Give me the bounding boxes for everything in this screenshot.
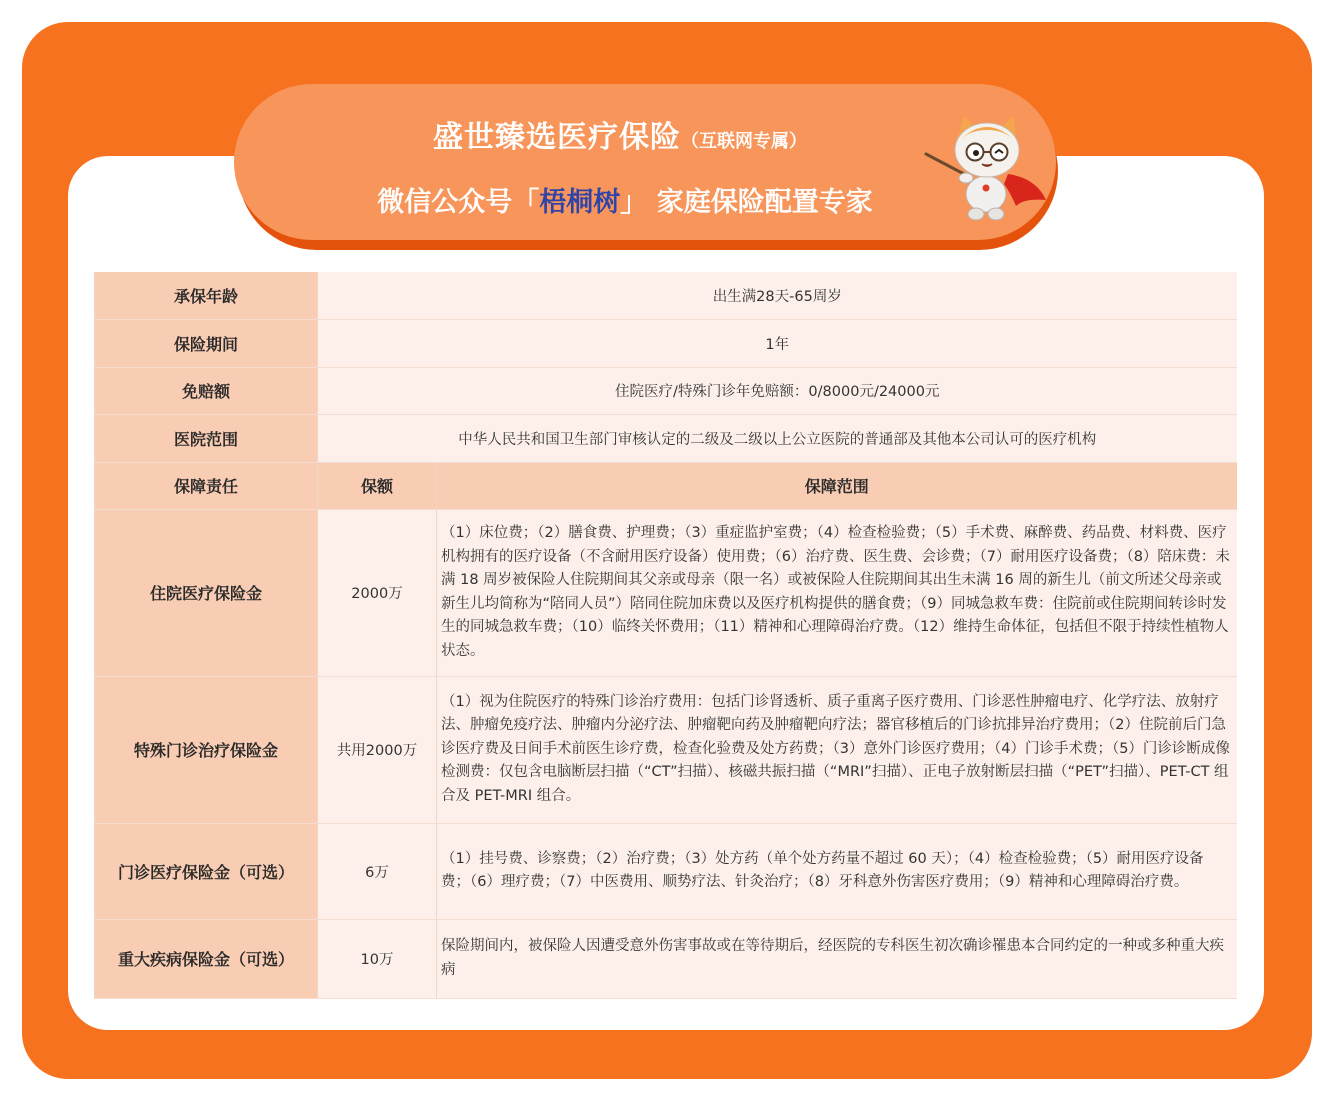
page-title [300,112,940,156]
row-value: 中华人民共和国卫生部门审核认定的二级及二级以上公立医院的普通部及其他本公司认可的医疗机构 [318,414,1237,462]
coverage-scope: （1）床位费；（2）膳食费、护理费；（3）重症监护室费；（4）检查检验费；（5）手术费、麻醉费、药品费、材料费、医疗机构拥有的医疗设备（不含耐用医疗设备）使用费；（6）治疗费、医生费、会诊费；（7）耐用医疗设备费；（8）陪床费：未满 18 周岁被保险人住院期间其父亲或母亲（限一名）或被保险人住院期间其出生未满 16 周的新生儿（前文所述父母亲或新生儿均简称为“陪同人员”）陪同住院加床费以及医疗机构提供的膳食费；（9）同城急救车费：住院前或住院期间转诊时发生的同城急救车费；（10）临终关怀费用；（11）精神和心理障碍治疗费。（12）维持生命体征，包括但不限于持续性植物人状态。 [437,509,1237,676]
coverage-row [95,919,1237,998]
coverage-name: 重大疾病保险金（可选） [95,919,318,998]
table-row [95,367,1237,414]
coverage-amount: 2000万 [318,509,437,676]
coverage-scope: （1）挂号费、诊察费；（2）治疗费；（3）处方药（单个处方药量不超过 60 天）；（4）检查检验费；（5）耐用医疗设备费；（6）理疗费；（7）中医费用、顺势疗法、针灸治疗；（8）牙科意外伤害医疗费用；（9）精神和心理障碍治疗费。 [437,823,1237,919]
wechat-slogan [280,180,970,219]
slogan-prefix: 微信公众号「 [377,187,540,218]
header-amount: 保额 [318,462,437,509]
coverage-amount: 6万 [318,823,437,919]
coverage-amount: 共用2000万 [318,676,437,823]
product-subtitle: （互联网专属） [681,131,807,152]
product-name: 盛世臻选医疗保险 [433,120,681,155]
cat-mascot-icon [924,108,1050,226]
coverage-scope: 保险期间内，被保险人因遭受意外伤害事故或在等待期后，经医院的专科医生初次确诊罹患本合同约定的一种或多种重大疾病 [437,919,1237,998]
slogan-suffix: 」 家庭保险配置专家 [620,187,873,218]
row-label: 医院范围 [95,414,318,462]
row-value: 住院医疗/特殊门诊年免赔额：0/8000元/24000元 [318,367,1237,414]
table-row [95,319,1237,367]
coverage-amount: 10万 [318,919,437,998]
row-label: 承保年龄 [95,272,318,319]
coverage-scope: （1）视为住院医疗的特殊门诊治疗费用：包括门诊肾透析、质子重离子医疗费用、门诊恶性肿瘤电疗、化学疗法、放射疗法、肿瘤免疫疗法、肿瘤内分泌疗法、肿瘤靶向药及肿瘤靶向疗法；器官移植后的门诊抗排异治疗费用；（2）住院前后门急诊医疗费及日间手术前医生诊疗费，检查化验费及处方药费；（3）意外门诊医疗费用；（4）门诊手术费；（5）门诊诊断成像检测费：仅包含电脑断层扫描（“CT”扫描）、核磁共振扫描（“MRI”扫描）、正电子放射断层扫描（“PET”扫描）、PET-CT 组合及 PET-MRI 组合。 [437,676,1237,823]
header-coverage-item: 保障责任 [95,462,318,509]
coverage-row [95,823,1237,919]
row-label: 保险期间 [95,319,318,367]
coverage-name: 特殊门诊治疗保险金 [95,676,318,823]
coverage-header-row [95,462,1237,509]
coverage-name: 住院医疗保险金 [95,509,318,676]
table-row [95,414,1237,462]
header-scope: 保障范围 [437,462,1237,509]
insurance-info-table [94,272,1237,999]
row-label: 免赔额 [95,367,318,414]
slogan-highlight: 梧桐树 [539,187,621,218]
table-row [95,272,1237,319]
row-value: 出生满28天-65周岁 [318,272,1237,319]
row-value: 1年 [318,319,1237,367]
coverage-row [95,676,1237,823]
coverage-name: 门诊医疗保险金（可选） [95,823,318,919]
coverage-row [95,509,1237,676]
